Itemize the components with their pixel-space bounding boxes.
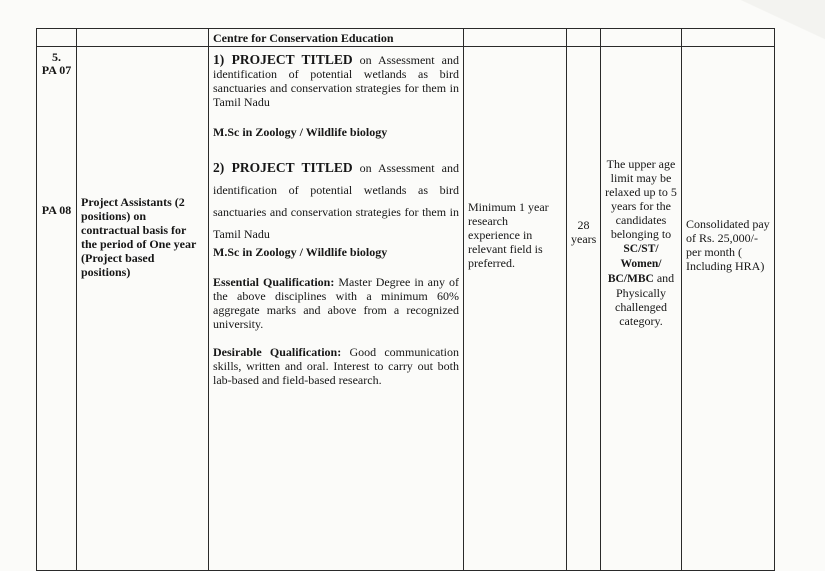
experience: Minimum 1 year research experience in relevant field is preferred. [464,47,567,571]
relax-text-2: Physically challenged category. [615,286,667,328]
project-1-prefix: 1) PROJECT TITLED [213,52,353,67]
age-limit: 28 years [567,47,601,571]
post-code-2: PA 08 [41,203,72,217]
relax-categories: SC/ST/ Women/ BC/MBC [607,243,662,285]
qualification-2: M.Sc in Zoology / Wildlife biology [213,245,388,259]
header-cell-blank-3 [464,29,567,47]
age-relaxation [601,47,682,571]
qualification-1: M.Sc in Zoology / Wildlife biology [213,125,388,139]
desirable-label: Desirable Qualification: [213,345,342,359]
header-cell-blank-6 [682,29,775,47]
header-cell-blank-4 [567,29,601,47]
relax-text-1: The upper age limit may be relaxed up to 5 years for the candidates belonging to [605,157,677,241]
project-2 [213,157,459,245]
essential-qualification [213,275,459,331]
essential-text: Master Degree in any of the above disciplines with a minimum 60% aggregate marks and above from a recognized university. [213,275,460,331]
pay-details: Consolidated pay of Rs. 25,000/- per month ( Including HRA) [682,47,775,571]
project-details-cell [209,47,464,571]
table-row [37,47,775,571]
project-1 [213,53,459,109]
header-cell-blank-1 [37,29,77,47]
recruitment-table [36,28,775,571]
header-cell-blank-5 [601,29,682,47]
desirable-qualification [213,345,459,387]
project-2-text: on Assessment and identification of potential wetlands as bird sanctuaries and conservation strategies for them in Tamil Nadu [213,161,459,241]
section-header-row [37,29,775,47]
code-cell [37,47,77,571]
section-title: Centre for Conservation Education [209,29,464,47]
essential-label: Essential Qualification: [213,275,335,289]
header-cell-blank-2 [77,29,209,47]
post-name: Project Assistants (2 positions) on contractual basis for the period of One year (Project based positions) [77,47,209,571]
relax-and: and [653,271,675,285]
post-code-1: PA 07 [41,63,72,77]
project-1-text: on Assessment and identification of potential wetlands as bird sanctuaries and conservation strategies for them in Tamil Nadu [213,53,459,109]
project-2-prefix: 2) PROJECT TITLED [213,160,353,175]
desirable-text: Good communication skills, written and oral. Interest to carry out both lab-based and field-based research. [213,345,459,387]
serial-number: 5. [52,50,61,64]
